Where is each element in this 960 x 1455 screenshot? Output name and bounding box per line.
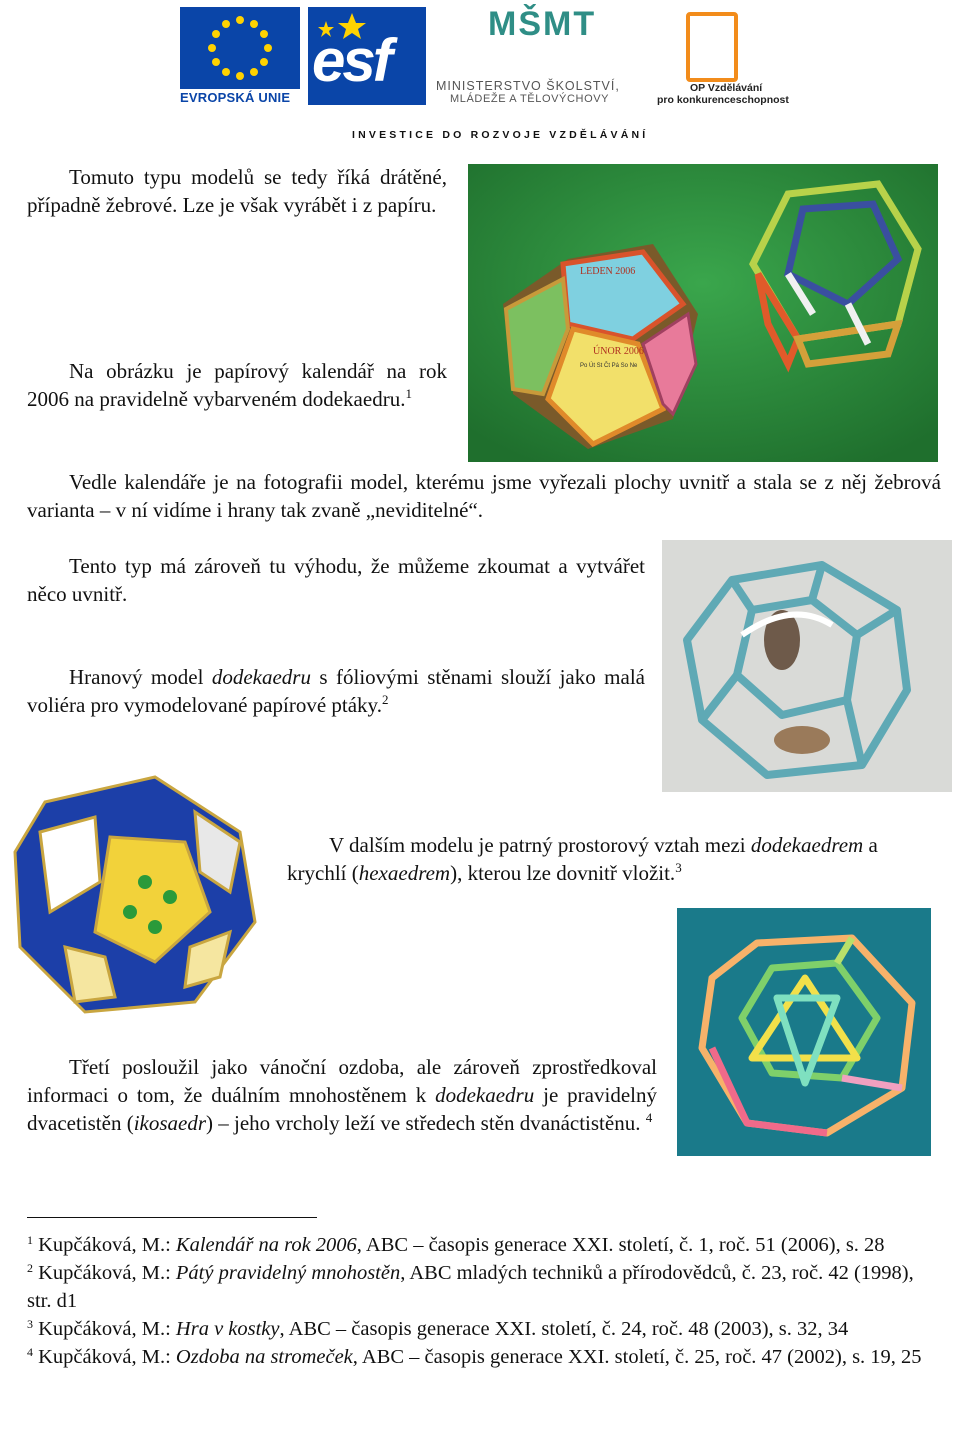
paragraph-7-text-b: je pravidelný dvacetistěn ( — [27, 1083, 657, 1135]
footnote-number: 2 — [27, 1261, 33, 1275]
paragraph-5 — [27, 663, 645, 719]
paragraph-1-text: Tomuto typu modelů se tedy říká drátěné, případně žebrové. Lze je však vyrábět i z papíru. — [27, 165, 447, 217]
paragraph-7-text-a: Třetí posloužil jako vánoční ozdoba, ale zároveň zprostředkoval informaci o tom, že duálním mnohostěnem k — [27, 1055, 657, 1107]
footnote-title: Pátý pravidelný mnohostěn — [175, 1262, 401, 1284]
photo-icosahedron-ornament — [677, 908, 931, 1156]
footnote-source: , ABC – časopis generace XXI. století, č. 1, roč. 51 (2006), s. 28 — [356, 1234, 885, 1256]
footnote-ref-4: 4 — [645, 1110, 653, 1125]
paragraph-6-text-b: a krychlí ( — [287, 833, 878, 885]
msmt-name-line2: MLÁDEŽE A TĚLOVÝCHOVY — [450, 93, 610, 105]
footnote-title: Hra v kostky — [175, 1318, 280, 1340]
paragraph-6-italic-2: hexaedrem — [358, 861, 451, 885]
op-logo — [686, 12, 738, 82]
paragraph-4-text: Tento typ má zároveň tu výhodu, že můžeme zkoumat a vytvářet něco uvnitř. — [27, 554, 645, 606]
footnote-number: 4 — [27, 1345, 33, 1359]
footnote-list — [27, 1231, 932, 1371]
footnote-ref-2: 2 — [381, 692, 389, 707]
footnote-title: Kalendář na rok 2006 — [175, 1234, 357, 1256]
paragraph-1 — [27, 163, 447, 219]
footnote-item — [27, 1343, 932, 1371]
photo-dodecahedron-cube — [5, 772, 270, 1022]
paragraph-6-text-c: ), kterou lze dovnitř vložit. — [450, 861, 676, 885]
footnote-ref-1: 1 — [405, 386, 412, 401]
footnote-source: , ABC – časopis generace XXI. století, č. 25, roč. 47 (2002), s. 19, 25 — [352, 1346, 922, 1368]
esf-wordmark: esf — [312, 27, 390, 94]
footnote-number: 3 — [27, 1317, 33, 1331]
paragraph-7-italic-2: ikosaedr — [133, 1111, 207, 1135]
calendar-month-1: LEDEN 2006 — [580, 266, 636, 277]
paragraph-7-italic-1: dodekaedru — [435, 1083, 535, 1107]
photo-calendar-dodecahedron — [468, 164, 938, 462]
paragraph-6-italic-1: dodekaedrem — [750, 833, 864, 857]
eu-label: EVROPSKÁ UNIE — [180, 90, 291, 105]
footnote-author: Kupčáková, M.: — [38, 1346, 176, 1368]
footnote-author: Kupčáková, M.: — [38, 1318, 176, 1340]
msmt-name-line1: MINISTERSTVO ŠKOLSTVÍ, — [436, 79, 620, 93]
footnote-source: , ABC – časopis generace XXI. století, č. 24, roč. 48 (2003), s. 32, 34 — [279, 1318, 849, 1340]
footnote-item — [27, 1315, 932, 1343]
paragraph-6 — [287, 831, 907, 887]
msmt-logo: MŠMT — [488, 5, 597, 43]
paragraph-2 — [27, 357, 447, 413]
footnote-separator — [27, 1217, 317, 1218]
paragraph-7 — [27, 1053, 657, 1137]
paragraph-4 — [27, 552, 645, 608]
paragraph-6-text-a: V dalším modelu je patrný prostorový vztah mezi — [329, 833, 751, 857]
paragraph-3 — [27, 468, 941, 524]
photo-foil-dodecahedron — [662, 540, 952, 792]
eu-flag-logo — [180, 7, 300, 89]
paragraph-5-text-b: s fóliovými stěnami slouží jako malá voliéra pro vymodelované papírové ptáky. — [27, 665, 645, 717]
paragraph-5-italic: dodekaedru — [211, 665, 311, 689]
paragraph-2-text: Na obrázku je papírový kalendář na rok 2006 na pravidelně vybarveném dodekaedru. — [27, 359, 447, 411]
footnote-author: Kupčáková, M.: — [38, 1234, 176, 1256]
paragraph-5-text-a: Hranový model — [69, 665, 212, 689]
paragraph-3-text: Vedle kalendáře je na fotografii model, kterému jsme vyřezali plochy uvnitř a stala se z něj žebrová varianta – v ní vidíme i hrany tak zvaně „neviditelné“. — [27, 470, 941, 522]
footnote-number: 1 — [27, 1233, 33, 1247]
footnote-author: Kupčáková, M.: — [38, 1262, 176, 1284]
calendar-days: Po Út St Čt Pá So Ne — [580, 363, 638, 369]
paragraph-7-text-c: ) – jeho vrcholy leží ve středech stěn dvanáctistěnu. — [206, 1111, 641, 1135]
footnote-ref-3: 3 — [675, 860, 682, 875]
header-tagline: INVESTICE DO ROZVOJE VZDĚLÁVÁNÍ — [352, 129, 649, 141]
op-label-line2: pro konkurenceschopnost — [657, 94, 789, 106]
footnote-item — [27, 1231, 932, 1259]
footnote-item — [27, 1259, 932, 1315]
footnote-title: Ozdoba na stromeček — [175, 1346, 353, 1368]
op-label-line1: OP Vzdělávání — [690, 82, 763, 94]
calendar-month-2: ÚNOR 2006 — [593, 346, 644, 357]
footnote-source: , ABC mladých techniků a přírodovědců, č. 23, roč. 42 (1998), str. d1 — [27, 1262, 914, 1312]
